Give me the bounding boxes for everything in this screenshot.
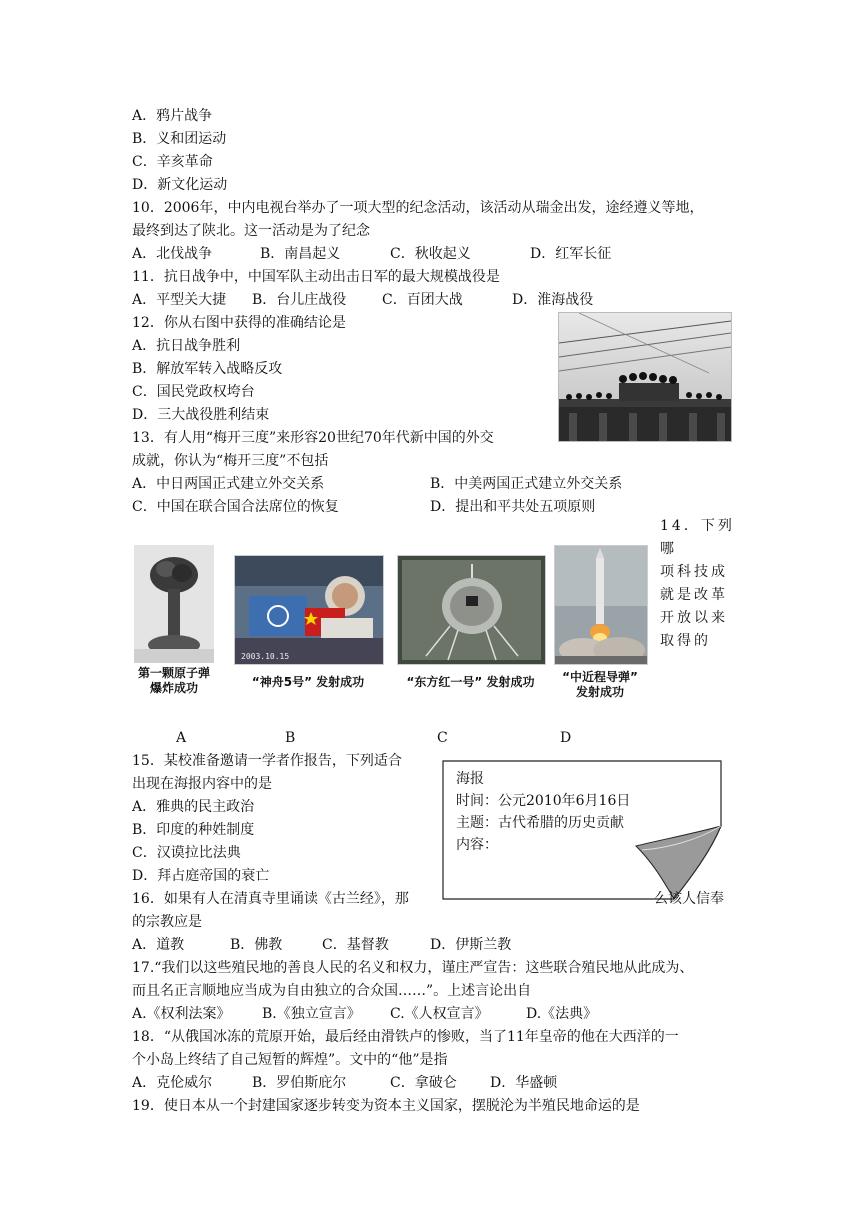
q18-option-b: B．罗伯斯庇尔: [252, 1075, 347, 1091]
q14-caption-c: “东方红一号” 发射成功: [406, 675, 535, 689]
q14-photo-c: [397, 555, 546, 665]
q14-stem: [660, 515, 740, 653]
q15-option-b: B．印度的种姓制度: [132, 822, 255, 838]
q14-photo-a: [134, 545, 214, 663]
q14-caption-b: “神舟5号” 发射成功: [251, 675, 365, 689]
q12-option-a: A．抗日战争胜利: [132, 338, 241, 354]
q10-option-a: A．北伐战争: [132, 246, 213, 262]
q14-caption-a-line2: 爆炸成功: [149, 681, 198, 695]
q14-b-stamp: 2003.10.15: [241, 652, 290, 661]
poster-time: 时间：公元2010年6月16日: [456, 793, 631, 809]
q14-stem-line: 项科技成: [660, 564, 728, 580]
q18-option-a: A．克伦威尔: [132, 1075, 213, 1091]
q10-stem-line1: 10．2006年，中内电视台举办了一项大型的纪念活动，该活动从瑞金出发，途经遵义等地，: [132, 200, 704, 216]
q9-option-c: C．辛亥革命: [132, 154, 213, 170]
q15-stem-line2: 出现在海报内容中的是: [132, 776, 272, 792]
q11-option-b: B．台儿庄战役: [252, 292, 347, 308]
q17-stem-line2: 而且名正言顺地应当成为自由独立的合众国……”。上述言论出自: [132, 983, 532, 999]
q14-letter-a: A: [176, 730, 187, 746]
astronaut-image: [235, 556, 383, 664]
q16-stem-right: 么该人信奉: [654, 891, 724, 907]
q16-option-a: A．道教: [132, 937, 185, 953]
q17-option-a: A.《权利法案》: [132, 1006, 231, 1022]
q11-option-a: A．平型关大捷: [132, 292, 227, 308]
q16-option-d: D．伊斯兰教: [430, 937, 512, 953]
q14-photo-d: [554, 545, 648, 665]
q13-option-b: B．中美两国正式建立外交关系: [430, 476, 623, 492]
poster-box: [442, 760, 722, 900]
q14-stem-line: 14．下列哪: [660, 518, 735, 557]
q9-option-a: A．鸦片战争: [132, 108, 213, 124]
q18-option-d: D．华盛顿: [490, 1075, 558, 1091]
q17-option-c: C.《人权宣言》: [390, 1006, 489, 1022]
q11-option-c: C．百团大战: [382, 292, 463, 308]
q16-option-b: B．佛教: [230, 937, 283, 953]
palace-scene-image: [559, 313, 731, 441]
q15-option-d: D．拜占庭帝国的衰亡: [132, 868, 270, 884]
q13-stem-line1: 13．有人用“梅开三度”来形容20世纪70年代新中国的外交: [132, 430, 494, 446]
q14-stem-line: 开放以来: [660, 610, 728, 626]
q9-option-d: D．新文化运动: [132, 177, 228, 193]
poster-content: 内容：: [456, 837, 498, 853]
q15-stem-line1: 15．某校准备邀请一学者作报告，下列适合: [132, 753, 402, 769]
q16-stem-left: 16．如果有人在清真寺里诵读《古兰经》，那: [132, 891, 409, 907]
missile-launch-image: [555, 546, 647, 664]
q10-option-c: C．秋收起义: [390, 246, 471, 262]
q9-option-b: B．义和团运动: [132, 131, 227, 147]
q16-option-c: C．基督教: [322, 937, 389, 953]
poster-title: 海报: [456, 771, 484, 787]
q17-option-d: D.《法典》: [526, 1006, 598, 1022]
q12-option-c: C．国民党政权垮台: [132, 384, 255, 400]
q14-stem-line: 取得的: [660, 633, 711, 649]
q13-option-d: D．提出和平共处五项原则: [430, 499, 596, 515]
q12-stem: 12．你从右图中获得的准确结论是: [132, 315, 346, 331]
q10-option-d: D．红军长征: [530, 246, 612, 262]
q12-photo-palace: [558, 312, 732, 442]
q14-letter-d: D: [560, 730, 572, 746]
q14-caption-d-line1: “中近程导弹”: [562, 670, 638, 684]
q14-letter-c: C: [437, 730, 448, 746]
poster-topic: 主题：古代希腊的历史贡献: [456, 815, 624, 831]
q14-stem-line: 就是改革: [660, 587, 728, 603]
q14-caption-d: [544, 670, 656, 700]
q15-option-a: A．雅典的民主政治: [132, 799, 255, 815]
q10-stem-line2: 最终到达了陕北。这一活动是为了纪念: [132, 223, 370, 239]
q18-stem-line1: 18．“从俄国冰冻的荒原开始，最后经由滑铁卢的惨败，当了11年皇帝的他在大西洋的一: [132, 1029, 679, 1045]
q16-stem-line2: 的宗教应是: [132, 914, 202, 930]
q17-stem-line1: 17.“我们以这些殖民地的善良人民的名义和权力，谨庄严宣告：这些联合殖民地从此成为、: [132, 960, 694, 976]
q13-option-c: C．中国在联合国合法席位的恢复: [132, 499, 339, 515]
q18-stem-line2: 个小岛上终结了自己短暂的辉煌”。文中的“他”是指: [132, 1052, 448, 1068]
q17-option-b: B.《独立宣言》: [262, 1006, 361, 1022]
q12-option-d: D．三大战役胜利结束: [132, 407, 270, 423]
q14-photo-b: [234, 555, 384, 665]
q10-option-b: B．南昌起义: [260, 246, 341, 262]
q15-option-c: C．汉谟拉比法典: [132, 845, 241, 861]
q18-option-c: C．拿破仑: [390, 1075, 457, 1091]
q14-caption-a-line1: 第一颗原子弹: [137, 666, 210, 680]
q14-letter-b: B: [285, 730, 296, 746]
mushroom-cloud-image: [134, 545, 214, 663]
satellite-image: [398, 556, 545, 664]
q19-stem: 19．使日本从一个封建国家逐步转变为资本主义国家，摆脱沦为半殖民地命运的是: [132, 1098, 640, 1114]
q12-option-b: B．解放军转入战略反攻: [132, 361, 283, 377]
q13-stem-line2: 成就，你认为“梅开三度”不包括: [132, 453, 329, 469]
q11-option-d: D．淮海战役: [512, 292, 594, 308]
q11-stem: 11．抗日战争中，中国军队主动出击日军的最大规模战役是: [132, 269, 500, 285]
q14-caption-d-line2: 发射成功: [575, 685, 624, 699]
q14-caption-a: [120, 666, 228, 696]
q13-option-a: A．中日两国正式建立外交关系: [132, 476, 325, 492]
